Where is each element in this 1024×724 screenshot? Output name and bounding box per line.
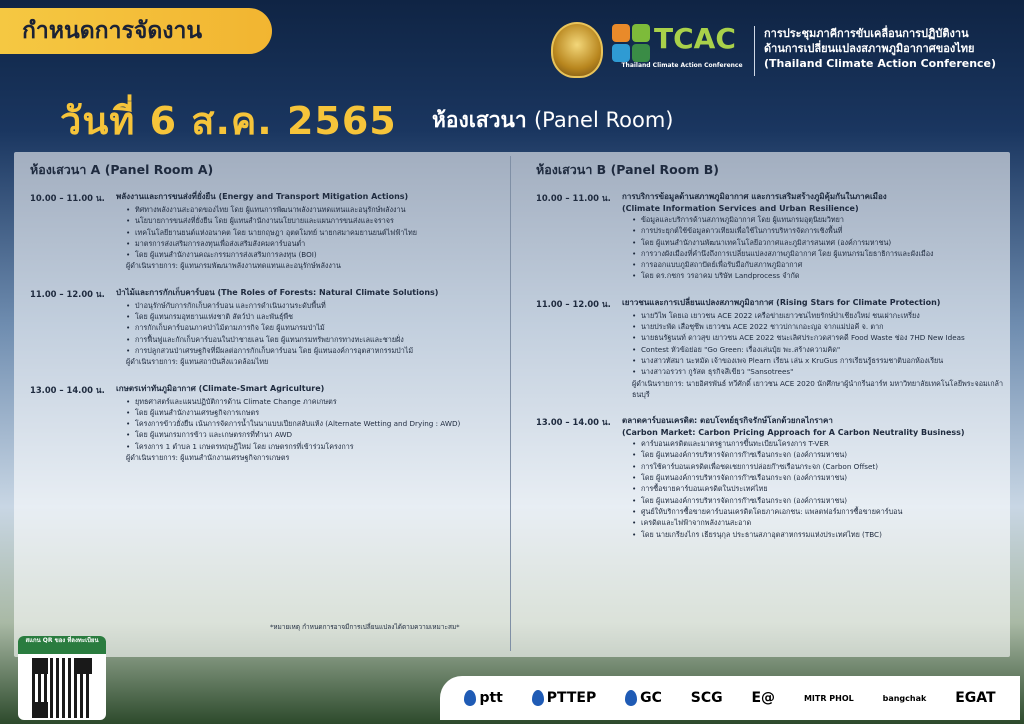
session-item: • โดย ผู้แทนองค์การบริหารจัดการก๊าซเรือนกระจก (องค์การมหาชน) xyxy=(632,449,1016,460)
sponsor-name: ptt xyxy=(479,690,503,706)
conference-name-th-2: ด้านการเปลี่ยนแปลงสภาพภูมิอากาศของไทย xyxy=(764,42,975,55)
session-items xyxy=(622,310,1016,378)
session-item: • เทคโนโลยียานยนต์แห่งอนาคต โดย นายกฤษฎา อุตตโมทย์ นายกสมาคมยานยนต์ไฟฟ้าไทย xyxy=(126,227,510,238)
session-item: • เครดิตและไฟฟ้าจากพลังงานสะอาด xyxy=(632,517,1016,528)
session-item: • ป่าอนุรักษ์กับการกักเก็บคาร์บอน และการดำเนินงานระดับพื้นที่ xyxy=(126,300,510,311)
session-item: • โดย ผู้แทนกรมอุทยานแห่งชาติ สัตว์ป่า และพันธุ์พืช xyxy=(126,311,510,322)
sponsor-name: SCG xyxy=(690,690,723,706)
session-item: • ทิศทางพลังงานสะอาดของไทย โดย ผู้แทนการพัฒนาพลังงานทดแทนและอนุรักษ์พลังงาน xyxy=(126,204,510,215)
sponsor-logo xyxy=(532,690,597,706)
session-time: 11.00 – 12.00 น. xyxy=(536,298,611,309)
session-body xyxy=(622,296,1016,400)
session-time: 10.00 – 11.00 น. xyxy=(536,193,611,203)
session-item: • การซื้อขายคาร์บอนเครดิตในประเทศไทย xyxy=(632,483,1016,494)
sponsor-name: bangchak xyxy=(882,693,927,703)
tcac-logo-subtitle: Thailand Climate Action Conference xyxy=(621,62,743,69)
event-date: วันที่ 6 ส.ค. 2565 xyxy=(60,99,397,143)
session-moderator: ผู้ดำเนินรายการ: ผู้แทนสำนักงานเศรษฐกิจการเกษตร xyxy=(126,453,290,463)
session-time: 11.00 – 12.00 น. xyxy=(30,288,105,299)
session-item: • การกักเก็บคาร์บอนภาคป่าไม้ตามภารกิจ โดย ผู้แทนกรมป่าไม้ xyxy=(126,322,510,333)
session-item: • นางสาวทัสมา นะหมัด เจ้าของเพจ Plearn เรียน เล่น x KruGus การเรียนรู้ธรรมชาติบอกห้องเรียน xyxy=(632,355,1016,366)
sponsor-logo xyxy=(751,690,775,706)
session-item: • ยุทธศาสตร์และแผนปฏิบัติการด้าน Climate Change ภาคเกษตร xyxy=(126,396,510,407)
session-item: • การปลูกสวนป่าเศรษฐกิจที่มีผลต่อการกักเก็บคาร์บอน โดย ผู้แทนองค์การอุตสาหกรรมป่าไม้ xyxy=(126,345,510,356)
session-item: • ศูนย์ให้บริการซื้อขายคาร์บอนเครดิตโดยภาคเอกชน: แพลตฟอร์มการซื้อขายคาร์บอน xyxy=(632,506,1016,517)
qr-code[interactable] xyxy=(32,658,92,718)
session-item: • Contest หัวข้อย่อย "Go Green: เรื่องเล่นปุ๋ย พะ.สร้างความคิด" xyxy=(632,344,1016,355)
flame-icon xyxy=(625,690,637,706)
session-item: • โดย นายเกรียงไกร เธียรนุกุล ประธานสภาอุตสาหกรรมแห่งประเทศไทย (TBC) xyxy=(632,529,1016,540)
session-moderator: ผู้ดำเนินรายการ: ผู้แทนกรมพัฒนาพลังงานทดแทนและอนุรักษ์พลังงาน xyxy=(126,261,341,271)
session-body xyxy=(622,414,1016,540)
session-title: ป่าไม้และการกักเก็บคาร์บอน (The Roles of Forests: Natural Climate Solutions) xyxy=(116,287,439,297)
session-item: • โดย ผู้แทนกรมการข้าว และเกษตรกรที่ทำนา AWD xyxy=(126,429,510,440)
session xyxy=(30,190,510,272)
session-item: • ข้อมูลและบริการด้านสภาพภูมิอากาศ โดย ผู้แทนกรมอุตุนิยมวิทยา xyxy=(632,214,1016,225)
session-item: • โดย ผู้แทนสำนักงานคณะกรรมการส่งเสริมการลงทุน (BOI) xyxy=(126,249,510,260)
room-b-title: ห้องเสวนา B (Panel Room B) xyxy=(536,162,719,177)
sponsor-logo xyxy=(464,690,502,706)
sponsor-logo xyxy=(955,690,995,706)
sponsor-name: EGAT xyxy=(955,690,996,706)
session-item: • นายวิไพ โดยเอ เยาวชน ACE 2022 เครือข่ายเยาวชนไทยรักษ์ป่าเชียงใหม่ ชนเผ่ากะเหรี่ยง xyxy=(632,310,1016,321)
session-title: พลังงานและการขนส่งที่ยั่งยืน (Energy and Transport Mitigation Actions) xyxy=(116,192,409,201)
session-item: • โดย ดร.กชกร วรอาคม บริษัท Landprocess จำกัด xyxy=(632,270,1016,281)
session-title: ตลาดคาร์บอนเครดิต: ตอบโจทย์ธุรกิจรักษ์โลกด้วยกลไกราคา xyxy=(622,416,833,426)
sponsor-logo xyxy=(691,690,723,706)
tcac-logo-text: TCAC xyxy=(654,22,736,55)
sponsor-logo xyxy=(625,690,662,706)
conference-name-en: (Thailand Climate Action Conference) xyxy=(764,57,997,70)
session-item: • นางสาวอรวรา กูรัสต ธุรกิจสีเขียว "Sansotrees" xyxy=(632,366,1016,377)
tcac-leaf-logo xyxy=(612,24,650,62)
column-divider xyxy=(510,156,511,651)
session-subtitle: (Carbon Market: Carbon Pricing Approach for A Carbon Neutrality Business) xyxy=(622,428,965,438)
session-body xyxy=(116,286,510,368)
session-title: เยาวชนและการเปลี่ยนแปลงสภาพภูมิอากาศ (Rising Stars for Climate Protection) xyxy=(622,297,941,307)
session xyxy=(536,190,1016,282)
flame-icon xyxy=(464,690,476,706)
sponsor-logo xyxy=(804,694,854,703)
schedule-tag: กำหนดการจัดงาน xyxy=(0,8,272,54)
session xyxy=(536,414,1016,540)
conference-name xyxy=(764,26,1019,71)
room-heading-th: ห้องเสวนา xyxy=(432,108,527,132)
sponsor-name: E@ xyxy=(751,690,776,706)
session-item: • นายประพัด เสือชุซีพ เยาวชน ACE 2022 ชาวปกาเกอะญอ จากแม่ปอคี จ. ตาก xyxy=(632,321,1016,332)
session-body xyxy=(116,190,510,272)
schedule-note: *หมายเหตุ กำหนดการอาจมีการเปลี่ยนแปลงได้ตามความเหมาะสม* xyxy=(270,623,460,631)
session-items xyxy=(116,300,510,356)
sponsor-name: MITR PHOL xyxy=(803,693,854,703)
session xyxy=(536,296,1016,400)
session-moderator: ผู้ดำเนินรายการ: ผู้แทนสถาบันสิ่งแวดล้อมไทย xyxy=(126,357,269,367)
session-title: เกษตรเท่าทันภูมิอากาศ (Climate-Smart Agriculture) xyxy=(116,383,325,393)
conference-name-th-1: การประชุมภาคีการขับเคลื่อนการปฏิบัติงาน xyxy=(764,27,969,40)
session-body xyxy=(116,382,510,464)
session-items xyxy=(622,214,1016,282)
session-body xyxy=(622,190,1016,282)
session-item: • การฟื้นฟูและกักเก็บคาร์บอนในป่าชายเลน โดย ผู้แทนกรมทรัพยากรทางทะเลและชายฝั่ง xyxy=(126,334,510,345)
sponsor-name: PTTEP xyxy=(546,690,597,706)
session-item: • นโยบายการขนส่งที่ยั่งยืน โดย ผู้แทนสำนักงานนโยบายและแผนการขนส่งและจราจร xyxy=(126,215,510,226)
session-item: • โดย ผู้แทนองค์การบริหารจัดการก๊าซเรือนกระจก (องค์การมหาชน) xyxy=(632,472,1016,483)
room-heading-en: (Panel Room) xyxy=(533,108,674,132)
sponsor-bar xyxy=(440,676,1020,720)
session-time: 13.00 – 14.00 น. xyxy=(536,417,611,428)
session-time: 13.00 – 14.00 น. xyxy=(30,384,105,395)
session-item: • การประยุกต์ใช้ข้อมูลดาวเทียมเพื่อใช้ในการบริหารจัดการเชิงพื้นที่ xyxy=(632,225,1016,236)
sponsor-logo xyxy=(883,694,927,703)
session xyxy=(30,286,510,368)
session-item: • โครงการข้าวยั่งยืน เน้นการจัดการน้ำในนาแบบเปียกสลับแห้ง (Alternate Wetting and Drying : AWD) xyxy=(126,418,510,429)
session-item: • คาร์บอนเครดิตและมาตรฐานการขึ้นทะเบียนโครงการ T-VER xyxy=(632,438,1016,449)
session-item: • นายธนรัฐนนท์ ดาวสุข เยาวชน ACE 2022 ชนะเลิศประกวดสารคดี Food Waste ช่อง 7HD New Ideas xyxy=(632,332,1016,343)
room-a-title: ห้องเสวนา A (Panel Room A) xyxy=(30,162,214,177)
session-subtitle: (Climate Information Services and Urban Resilience) xyxy=(622,204,859,213)
room-heading xyxy=(432,104,673,137)
session-items xyxy=(116,396,510,452)
flame-icon xyxy=(532,690,544,706)
session-item: • โครงการ 1 ตำบล 1 เกษตรทฤษฎีใหม่ โดย เกษตรกรที่เข้าร่วมโครงการ xyxy=(126,441,510,452)
session-item: • การใช้คาร์บอนเครดิตเพื่อชดเชยการปล่อยก๊าซเรือนกระจก (Carbon Offset) xyxy=(632,461,1016,472)
session-moderator: ผู้ดำเนินรายการ: นายอิศรพันธ์ ทวีศักดิ์ เยาวชน ACE 2020 นักศึกษาผู้นำกรีนอาร์ท มหาวิทยาลัยเทคโนโลยีพระจอมเกล้าธนบุรี xyxy=(632,378,1004,399)
session-item: • การวางผังเมืองที่คำนึงถึงการเปลี่ยนแปลงสภาพภูมิอากาศ โดย ผู้แทนกรมโยธาธิการและผังเมือง xyxy=(632,248,1016,259)
government-seal-logo xyxy=(551,22,603,78)
header-divider xyxy=(754,26,755,76)
session-items xyxy=(622,438,1016,540)
session-items xyxy=(116,204,510,260)
qr-card xyxy=(18,636,106,720)
session-title: การบริการข้อมูลด้านสภาพภูมิอากาศ และการเสริมสร้างภูมิคุ้มกันในภาคเมือง xyxy=(622,192,887,201)
session-item: • โดย ผู้แทนสำนักงานพัฒนาเทคโนโลยีอวกาศและภูมิสารสนเทศ (องค์การมหาชน) xyxy=(632,237,1016,248)
room-b-column xyxy=(536,160,1016,554)
qr-label: สแกน QR ของ ที่ลงทะเบียน xyxy=(18,636,106,654)
sponsor-name: GC xyxy=(640,690,662,706)
session xyxy=(30,382,510,464)
room-a-column xyxy=(30,160,510,477)
session-item: • การออกแบบภูมิสถาปัตย์เพื่อรับมือกับสภาพภูมิอากาศ xyxy=(632,259,1016,270)
session-time: 10.00 – 11.00 น. xyxy=(30,193,105,203)
session-item: • โดย ผู้แทนสำนักงานเศรษฐกิจการเกษตร xyxy=(126,407,510,418)
session-item: • โดย ผู้แทนองค์การบริหารจัดการก๊าซเรือนกระจก (องค์การมหาชน) xyxy=(632,495,1016,506)
session-item: • มาตรการส่งเสริมการลงทุนเพื่อส่งเสริมสังคมคาร์บอนต่ำ xyxy=(126,238,510,249)
